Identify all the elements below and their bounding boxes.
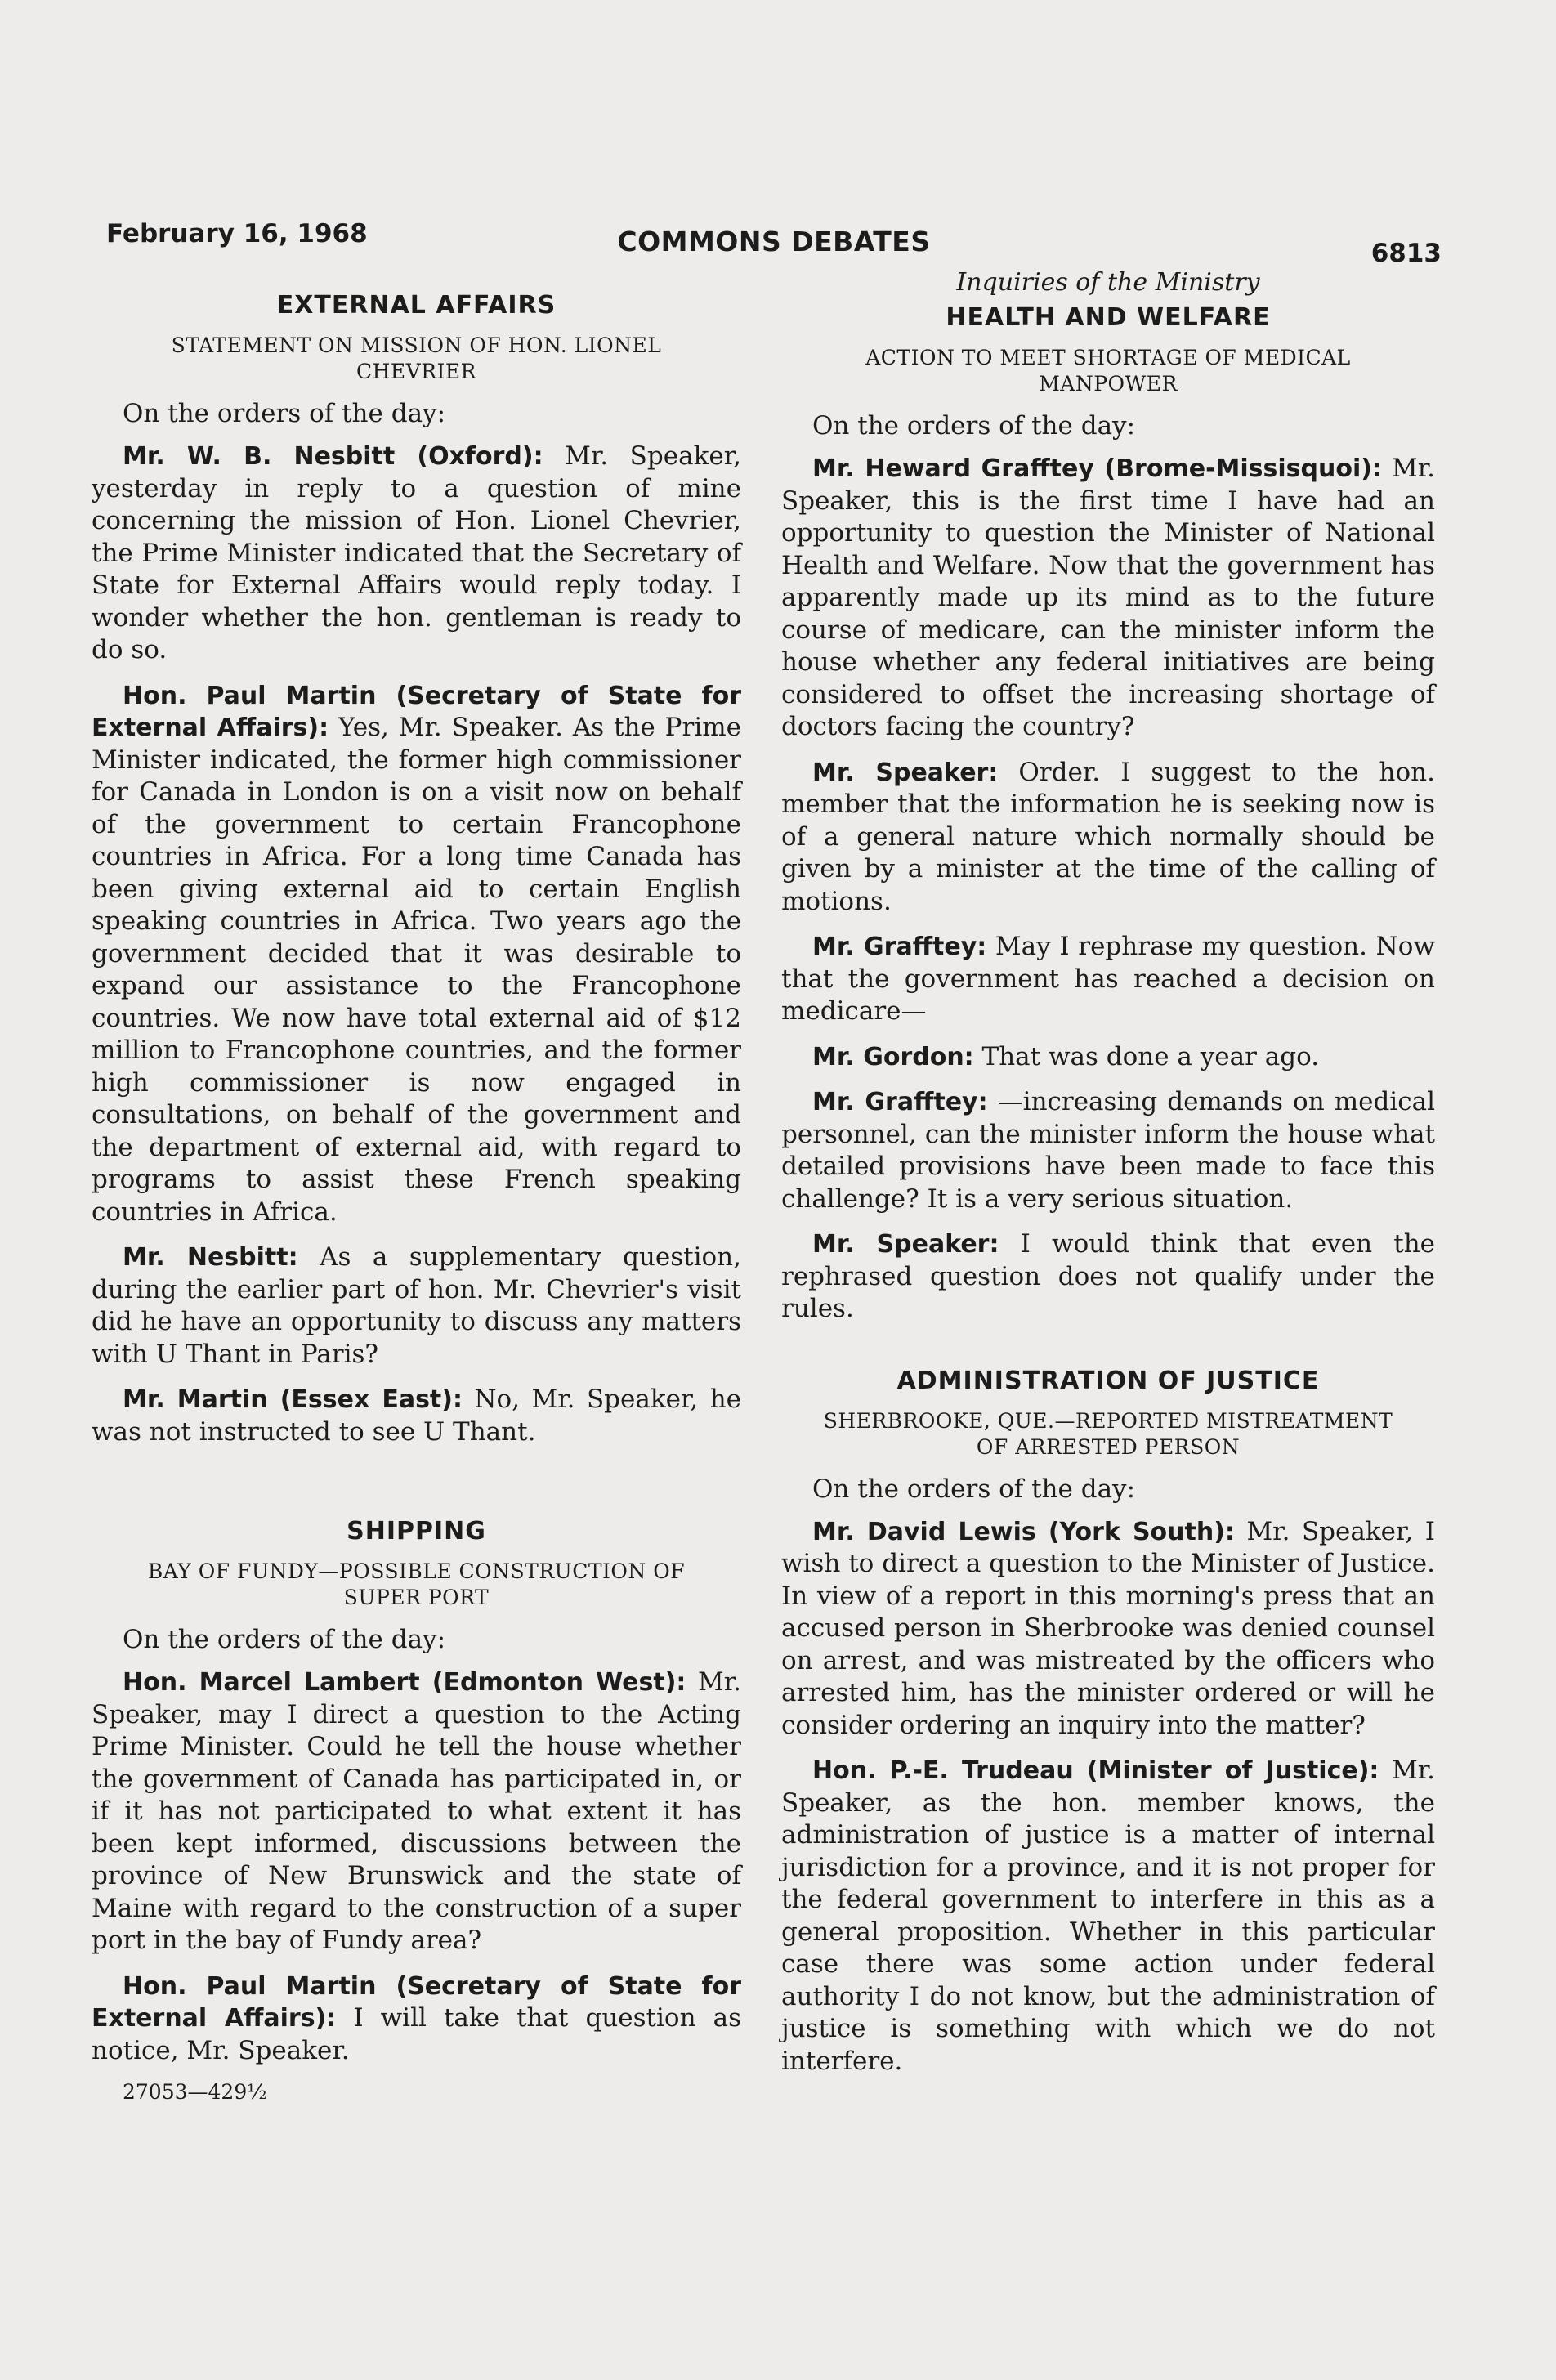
speech-text: That was done a year ago. <box>973 1041 1320 1071</box>
section-title-health-welfare: HEALTH AND WELFARE <box>946 303 1271 332</box>
section-subtitle: BAY OF FUNDY—POSSIBLE CONSTRUCTION OF SUPER PORT <box>147 1559 686 1609</box>
speech-paragraph <box>781 757 1435 919</box>
speaker-name: Mr. Grafftey: <box>812 933 987 961</box>
section-title-administration-justice: ADMINISTRATION OF JUSTICE <box>896 1366 1320 1395</box>
footer-code: 27053—429½ <box>123 2080 267 2104</box>
speech-paragraph <box>781 1086 1435 1215</box>
speaker-name: Mr. Grafftey: <box>812 1088 988 1116</box>
speaker-name: Mr. David Lewis (York South): <box>812 1517 1235 1546</box>
speech-text: I would think that even the rephrased question does not qualify under the rules. <box>781 1229 1435 1323</box>
speech-text: May I rephrase my question. Now that the government has reached a decision on medicare— <box>781 932 1435 1026</box>
speech-text: Yes, Mr. Speaker. As the Prime Minister indicated, the former high commissioner for Canada in London is on a visit now on behalf of the government to certain Francophone countries in Africa. For a long time Canada has been giving external aid to certain English speaking countries in Africa. Two years ago the government decided that it was desirable to expand our assistance to the Francophone countries. We now have total external aid of $12 million to Francophone countries, and the former high commissioner is now engaged in consultations, on behalf of the government and the department of external aid, with regard to programs to assist these French speaking countries in Africa. <box>92 713 741 1227</box>
speech-paragraph <box>92 1666 741 1957</box>
speech-paragraph <box>92 1241 741 1371</box>
speech-paragraph <box>92 1971 741 2068</box>
header-date: February 16, 1968 <box>106 219 368 248</box>
section-title-external-affairs: EXTERNAL AFFAIRS <box>276 291 557 320</box>
speech-paragraph <box>781 1041 1435 1074</box>
speech-paragraph <box>92 680 741 1229</box>
speaker-name: Hon. Paul Martin (Secretary of State for External Affairs): <box>92 681 741 742</box>
speech-text: Mr. Speaker, yesterday in reply to a question of mine concerning the mission of Hon. Lionel Chevrier, the Prime Minister indicated that the Secretary of State for External Affairs would reply today. I wonder whether the hon. gentleman is ready to do so. <box>92 441 741 664</box>
speech-text: Mr. Speaker, as the hon. member knows, the administration of justice is a matter of internal jurisdiction for a province, and it is not proper for the federal government to interfere in this as a general proposition. Whether in this particular case there was some action under federal authority I do not know, but the administration of justice is something with which we do not interfere. <box>781 1756 1435 2076</box>
section-subtitle: STATEMENT ON MISSION OF HON. LIONEL CHEVRIER <box>171 333 662 383</box>
speech-paragraph <box>781 453 1435 744</box>
speech-text: Mr. Speaker, I wish to direct a question to the Minister of Justice. In view of a report in this morning's press that an accused person in Sherbrooke was denied counsel on arrest, and was mistreated by the officers who arrested him, has the minister ordered or will he consider ordering an inquiry into the matter? <box>781 1516 1436 1740</box>
speaker-name: Hon. Marcel Lambert (Edmonton West): <box>123 1668 686 1697</box>
speech-paragraph <box>781 931 1435 1028</box>
section-subtitle: SHERBROOKE, QUE.—REPORTED MISTREATMENT OF ARRESTED PERSON <box>823 1408 1393 1459</box>
speech-paragraph <box>781 1228 1435 1326</box>
header-title: COMMONS DEBATES <box>617 226 931 257</box>
speaker-name: Mr. Speaker: <box>812 758 999 787</box>
running-head <box>106 214 1442 268</box>
speaker-name: Mr. Martin (Essex East): <box>123 1385 463 1414</box>
section-title-shipping: SHIPPING <box>347 1517 486 1546</box>
speech-text: As a supplementary question, during the earlier part of hon. Mr. Chevrier's visit did he have an opportunity to discuss any matters with U Thant in Paris? <box>92 1242 741 1369</box>
speech-text: No, Mr. Speaker, he was not instructed to see U Thant. <box>92 1385 741 1447</box>
speaker-name: Hon. P.-E. Trudeau (Minister of Justice): <box>812 1756 1379 1785</box>
section-subtitle: ACTION TO MEET SHORTAGE OF MEDICAL MANPOWER <box>865 346 1351 396</box>
speaker-name: Hon. Paul Martin (Secretary of State for External Affairs): <box>92 1971 741 2033</box>
speech-text: —increasing demands on medical personnel, can the minister inform the house what detailed provisions have been made to face this challenge? It is a very serious situation. <box>781 1087 1435 1214</box>
right-column <box>781 268 1436 2091</box>
speech-text: Mr. Speaker, may I direct a question to the Acting Prime Minister. Could he tell the house whether the government of Canada has participated in, or if it has not participated to what extent it has been kept informed, discussions between the province of New Brunswick and the state of Maine with regard to the construction of a super port in the bay of Fundy area? <box>92 1667 741 1955</box>
speech-paragraph <box>92 441 741 667</box>
speaker-name: Mr. Speaker: <box>812 1230 999 1259</box>
speech-paragraph <box>781 1516 1435 1742</box>
orders-of-day: On the orders of the day: <box>123 1625 446 1654</box>
italic-running-header: Inquiries of the Ministry <box>956 268 1260 297</box>
speech-paragraph <box>92 1384 741 1448</box>
speech-paragraph <box>781 1755 1435 2078</box>
speaker-name: Mr. Heward Grafftey (Brome-Missisquoi): <box>812 454 1382 483</box>
orders-of-day: On the orders of the day: <box>812 411 1136 441</box>
speaker-name: Mr. W. B. Nesbitt (Oxford): <box>123 442 543 471</box>
speech-text: Order. I suggest to the hon. member that the information he is seeking now is of a general nature which normally should be given by a minister at the time of the calling of motions. <box>781 757 1435 916</box>
orders-of-day: On the orders of the day: <box>123 399 446 428</box>
page-number: 6813 <box>1370 239 1442 268</box>
speaker-name: Mr. Nesbitt: <box>123 1243 298 1272</box>
left-column <box>92 284 741 2104</box>
orders-of-day: On the orders of the day: <box>812 1474 1136 1504</box>
speech-text: I will take that question as notice, Mr. Speaker. <box>92 2003 741 2065</box>
speaker-name: Mr. Gordon: <box>812 1042 974 1071</box>
speech-text: Mr. Speaker, this is the first time I have had an opportunity to question the Minister of National Health and Welfare. Now that the government has apparently made up its mind as to the future course of medicare, can the minister inform the house whether any federal initiatives are being considered to offset the increasing shortage of doctors facing the country? <box>781 454 1435 741</box>
